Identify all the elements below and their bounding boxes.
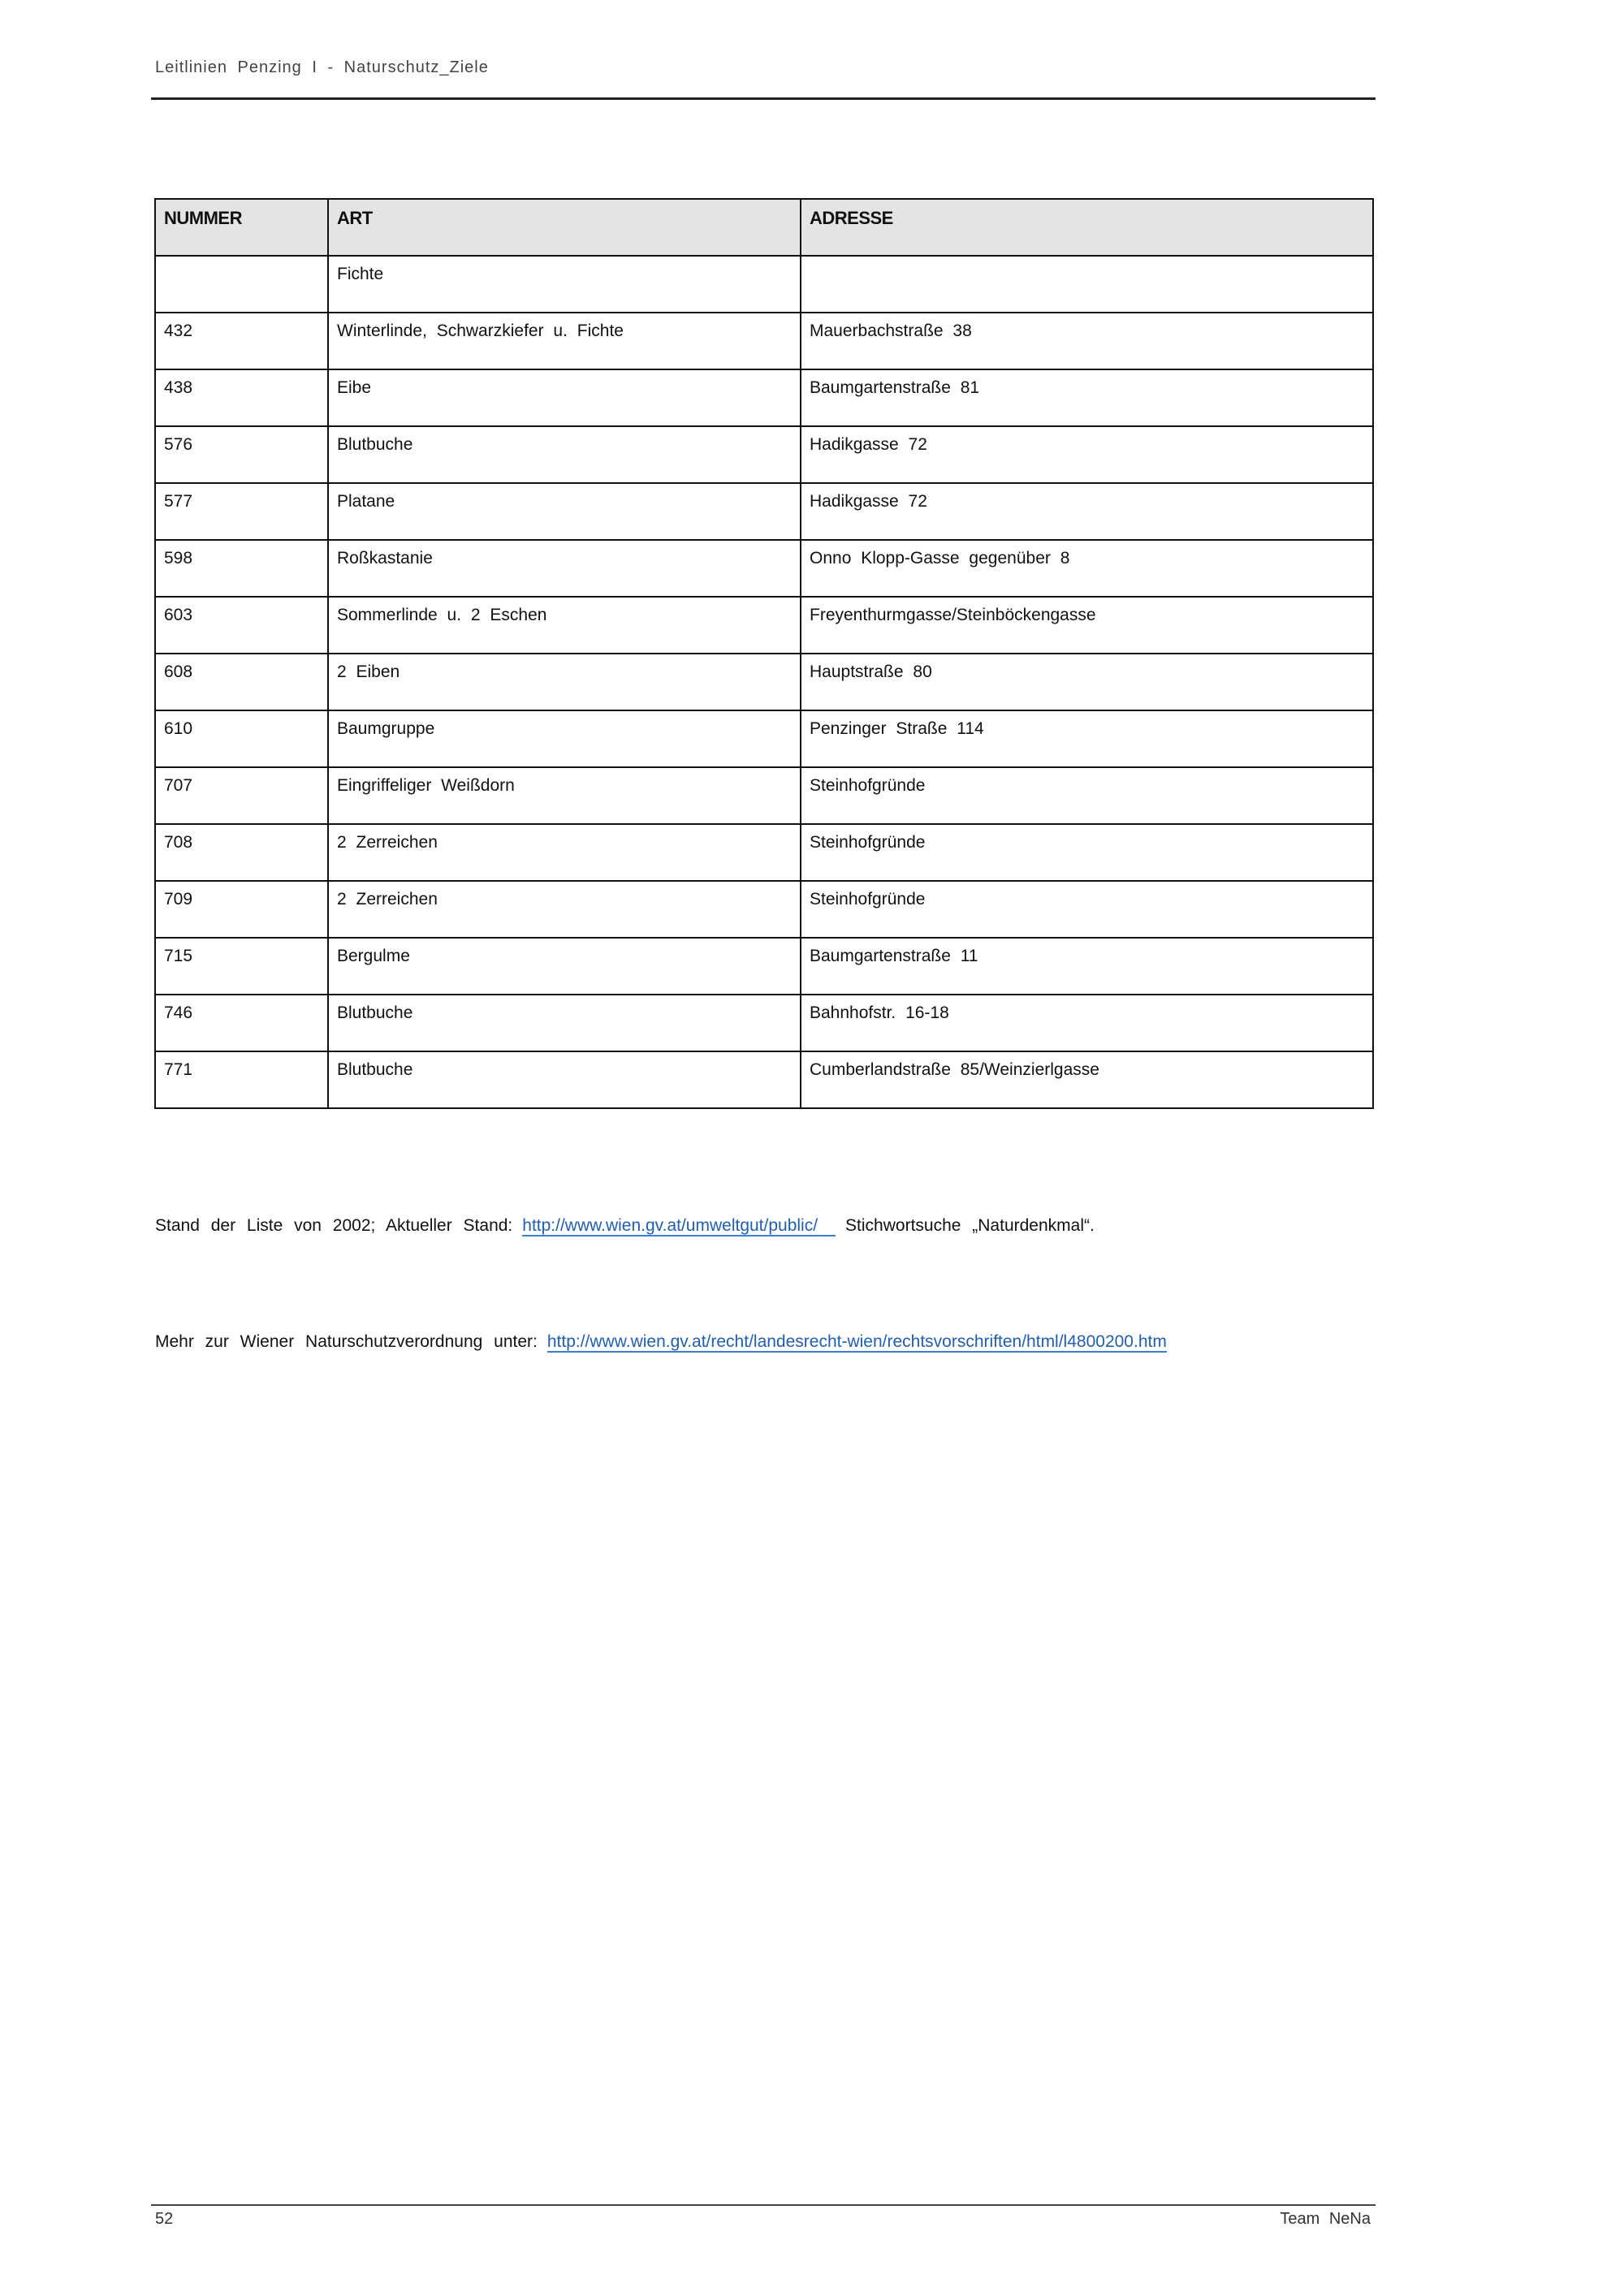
- cell-art: Sommerlinde u. 2 Eschen: [328, 597, 801, 654]
- cell-adresse: Steinhofgründe: [801, 767, 1373, 824]
- naturschutz-note-prefix: Mehr zur Wiener Naturschutzverordnung unter:: [155, 1332, 538, 1351]
- cell-nummer: 603: [155, 597, 328, 654]
- column-header-nummer: NUMMER: [155, 199, 328, 256]
- cell-nummer: 709: [155, 881, 328, 938]
- cell-nummer: 598: [155, 540, 328, 597]
- footer-team: Team NeNa: [1280, 2210, 1371, 2228]
- table-row: [155, 1051, 1373, 1108]
- cell-nummer: 438: [155, 369, 328, 426]
- cell-nummer: [155, 256, 328, 313]
- cell-art: Eibe: [328, 369, 801, 426]
- cell-art: Winterlinde, Schwarzkiefer u. Fichte: [328, 313, 801, 369]
- cell-adresse: Penzinger Straße 114: [801, 710, 1373, 767]
- cell-adresse: Hadikgasse 72: [801, 426, 1373, 483]
- cell-nummer: 715: [155, 938, 328, 995]
- table-row: [155, 824, 1373, 881]
- column-header-art: ART: [328, 199, 801, 256]
- column-header-adresse: ADRESSE: [801, 199, 1373, 256]
- cell-art: Blutbuche: [328, 426, 801, 483]
- cell-adresse: [801, 256, 1373, 313]
- cell-nummer: 576: [155, 426, 328, 483]
- cell-art: Roßkastanie: [328, 540, 801, 597]
- cell-art: Eingriffeliger Weißdorn: [328, 767, 801, 824]
- table-row: [155, 313, 1373, 369]
- cell-adresse: Bahnhofstr. 16-18: [801, 995, 1373, 1051]
- table-row: [155, 995, 1373, 1051]
- cell-art: 2 Eiben: [328, 654, 801, 710]
- cell-nummer: 610: [155, 710, 328, 767]
- cell-adresse: Cumberlandstraße 85/Weinzierlgasse: [801, 1051, 1373, 1108]
- table-row: [155, 938, 1373, 995]
- cell-art: Bergulme: [328, 938, 801, 995]
- table-row: [155, 710, 1373, 767]
- cell-nummer: 707: [155, 767, 328, 824]
- cell-adresse: Steinhofgründe: [801, 881, 1373, 938]
- footer-divider: [151, 2204, 1376, 2206]
- cell-adresse: Freyenthurmgasse/Steinböckengasse: [801, 597, 1373, 654]
- cell-nummer: 708: [155, 824, 328, 881]
- naturschutzverordnung-link[interactable]: http://www.wien.gv.at/recht/landesrecht-wien/rechtsvorschriften/html/l4800200.htm: [546, 1332, 1167, 1351]
- stand-note-prefix: Stand der Liste von 2002; Aktueller Stand:: [155, 1216, 513, 1235]
- stand-note: [155, 1216, 1095, 1236]
- table-row: [155, 540, 1373, 597]
- table-row: [155, 597, 1373, 654]
- table-row: [155, 426, 1373, 483]
- page-number: 52: [155, 2210, 174, 2228]
- header-divider: [151, 97, 1376, 100]
- naturschutz-note: [155, 1332, 1167, 1352]
- table-row: [155, 654, 1373, 710]
- cell-art: Platane: [328, 483, 801, 540]
- table-header-row: [155, 199, 1373, 256]
- cell-adresse: Mauerbachstraße 38: [801, 313, 1373, 369]
- cell-nummer: 771: [155, 1051, 328, 1108]
- table-row: [155, 767, 1373, 824]
- cell-art: Fichte: [328, 256, 801, 313]
- cell-adresse: Steinhofgründe: [801, 824, 1373, 881]
- cell-adresse: Baumgartenstraße 11: [801, 938, 1373, 995]
- running-header: Leitlinien Penzing I - Naturschutz_Ziele: [155, 58, 489, 76]
- cell-art: Baumgruppe: [328, 710, 801, 767]
- table-row: [155, 369, 1373, 426]
- cell-art: 2 Zerreichen: [328, 824, 801, 881]
- cell-art: Blutbuche: [328, 995, 801, 1051]
- table-row: [155, 881, 1373, 938]
- cell-nummer: 608: [155, 654, 328, 710]
- table-row: [155, 483, 1373, 540]
- cell-nummer: 432: [155, 313, 328, 369]
- cell-adresse: Hauptstraße 80: [801, 654, 1373, 710]
- cell-adresse: Baumgartenstraße 81: [801, 369, 1373, 426]
- cell-adresse: Onno Klopp-Gasse gegenüber 8: [801, 540, 1373, 597]
- cell-nummer: 746: [155, 995, 328, 1051]
- cell-art: Blutbuche: [328, 1051, 801, 1108]
- stand-note-suffix: Stichwortsuche „Naturdenkmal“.: [845, 1216, 1095, 1235]
- cell-adresse: Hadikgasse 72: [801, 483, 1373, 540]
- umweltgut-link[interactable]: http://www.wien.gv.at/umweltgut/public/: [522, 1216, 836, 1236]
- naturdenkmal-table: [154, 198, 1374, 1109]
- cell-art: 2 Zerreichen: [328, 881, 801, 938]
- cell-nummer: 577: [155, 483, 328, 540]
- table-row: [155, 256, 1373, 313]
